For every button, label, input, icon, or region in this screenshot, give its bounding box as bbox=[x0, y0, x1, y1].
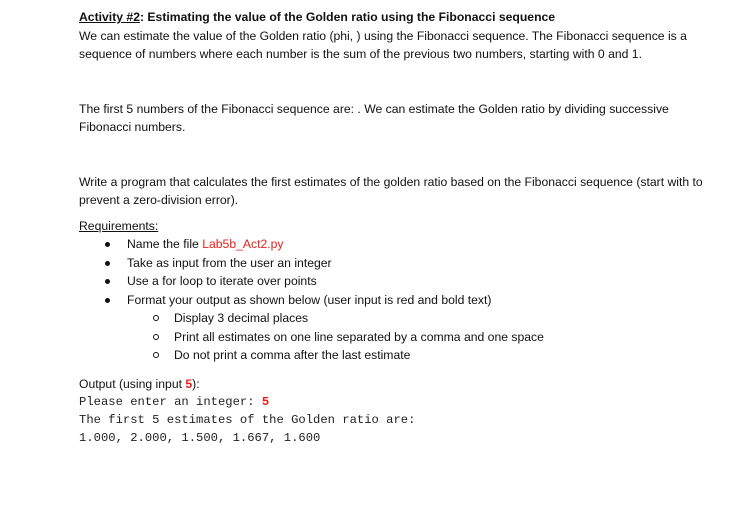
bullet-icon bbox=[105, 298, 110, 303]
activity-title bbox=[79, 8, 719, 27]
requirement-text: Use a for loop to iterate over points bbox=[127, 274, 317, 288]
requirement-text: Format your output as shown below (user input is red and bold text) bbox=[127, 292, 492, 307]
format-sub-item bbox=[79, 309, 719, 328]
requirements-list bbox=[79, 235, 719, 309]
bullet-icon bbox=[105, 242, 110, 247]
requirement-item bbox=[79, 254, 719, 273]
requirement-item bbox=[79, 272, 719, 291]
format-sub-text: Print all estimates on one line separated by a comma and one space bbox=[174, 329, 544, 344]
requirement-text: Name the file bbox=[127, 237, 203, 251]
format-sub-text: Display 3 decimal places bbox=[174, 311, 309, 325]
intro-paragraph: We can estimate the value of the Golden ratio (phi, ) using the Fibonacci sequence. The Fibonacci sequence is a sequence of numbers where each number is the sum of the previous two numbers, starting with 0 and 1. bbox=[79, 28, 687, 61]
console-prompt-line bbox=[79, 393, 719, 411]
console-user-input: 5 bbox=[261, 395, 270, 409]
fibonacci-first-five-paragraph: The first 5 numbers of the Fibonacci sequence are: . We can estimate the Golden ratio by dividing successive Fibonacci numbers. bbox=[79, 101, 669, 134]
format-sub-item bbox=[79, 346, 719, 365]
output-heading-input: 5 bbox=[185, 376, 193, 391]
filename-text: Lab5b_Act2.py bbox=[202, 237, 284, 251]
task-paragraph: Write a program that calculates the first estimates of the golden ratio based on the Fibonacci sequence (start with to prevent a zero-division error). bbox=[79, 174, 703, 207]
activity-document bbox=[79, 8, 719, 447]
requirement-text: Take as input from the user an integer bbox=[127, 255, 332, 270]
console-prompt-text: Please enter an integer: bbox=[79, 395, 262, 409]
requirement-item bbox=[79, 235, 719, 254]
requirement-item bbox=[79, 291, 719, 310]
bullet-icon bbox=[105, 261, 110, 266]
hollow-bullet-icon bbox=[153, 352, 159, 358]
hollow-bullet-icon bbox=[153, 315, 159, 321]
console-output-line: The first 5 estimates of the Golden ratio are: bbox=[79, 413, 416, 427]
output-heading-suffix: ): bbox=[192, 376, 200, 391]
activity-title-label: Activity #2 bbox=[79, 10, 140, 24]
bullet-icon bbox=[105, 279, 110, 284]
format-sub-item bbox=[79, 328, 719, 347]
console-estimates-line: 1.000, 2.000, 1.500, 1.667, 1.600 bbox=[79, 431, 321, 445]
output-heading-prefix: Output (using input bbox=[79, 376, 186, 391]
activity-title-text: : Estimating the value of the Golden ratio using the Fibonacci sequence bbox=[139, 10, 556, 24]
format-sub-text: Do not print a comma after the last estimate bbox=[174, 348, 411, 362]
format-sub-list bbox=[79, 309, 719, 365]
output-heading bbox=[79, 375, 719, 394]
hollow-bullet-icon bbox=[153, 334, 159, 340]
requirements-heading: Requirements: bbox=[79, 218, 159, 233]
